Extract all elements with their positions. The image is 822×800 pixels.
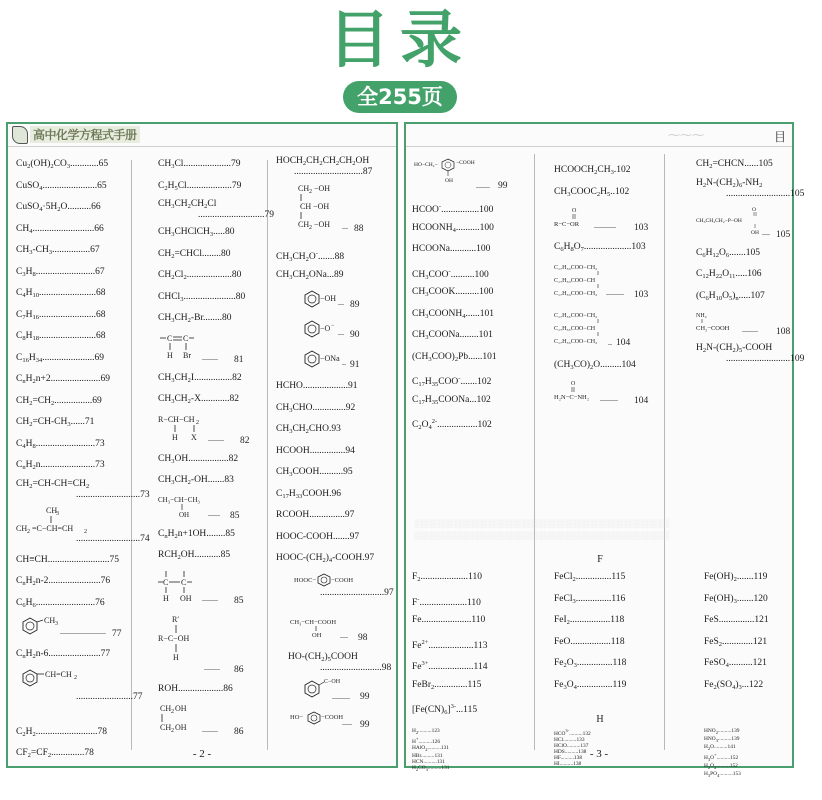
- svg-text:O: O: [571, 381, 576, 387]
- toc-entry: $CH_2=CHCN......105$: [696, 159, 773, 170]
- toc-entry: CHCl$_3$......................80: [158, 291, 246, 303]
- toc-entry: $H_2O_2..........152$: [704, 763, 738, 771]
- toc-entry: $(CH_3COO)_2Pb......101$: [412, 351, 497, 363]
- svg-text:2: 2: [84, 528, 87, 535]
- header-logo: 高中化学方程式手册: [30, 126, 140, 143]
- section-f-column-c: [704, 567, 792, 696]
- isopropanol-structure-icon: [158, 494, 264, 520]
- svg-text:85: 85: [234, 595, 244, 606]
- toc-entry: HCHO...................91: [276, 381, 358, 391]
- svg-text:CH=CH: CH=CH: [45, 669, 72, 679]
- svg-text:........: ........: [202, 593, 218, 603]
- toc-entry: HDS..........138: [554, 748, 587, 755]
- toc-entry: $CH_2=CH_2................69$: [16, 395, 102, 407]
- section-f-column-b: [554, 567, 662, 696]
- svg-text:C: C: [181, 577, 187, 587]
- toc-entry: $HOCH_2CH_2CH_2CH_2OH$ .............................87: [276, 156, 373, 177]
- toc-entry: $CH_3CH_2-Br........80$: [158, 313, 232, 324]
- haloalkane-structure-icon: [158, 413, 264, 445]
- svg-text:CH: CH: [46, 505, 58, 515]
- svg-text:86: 86: [234, 664, 244, 675]
- toc-entry: FeI$_2$.................118: [554, 615, 625, 626]
- toc-entry: $Cu_2(OH)_2CO_3............65$: [16, 159, 109, 170]
- toc-entry: HOOC-COOH.......97: [276, 531, 360, 542]
- toc-entry: $C_6H_6.........................76$: [16, 597, 105, 609]
- salicylic-acid-structure-icon: [276, 677, 394, 703]
- toc-entry: [554, 203, 662, 237]
- svg-text:OH: OH: [175, 704, 187, 713]
- toc-column-1: [16, 154, 150, 765]
- toc-entry: $CH_2=CH-CH=CH_2$ ...........................73: [16, 478, 150, 500]
- toc-entry: [16, 614, 128, 644]
- svg-text:........: ........: [742, 325, 758, 334]
- toc-entry: HI..........138: [554, 760, 582, 767]
- svg-text:OH: OH: [175, 723, 187, 732]
- svg-text:H: H: [163, 593, 169, 603]
- toc-entry: $CH_3Cl....................79$: [158, 159, 241, 170]
- svg-text:3: 3: [56, 510, 59, 517]
- svg-text:R′: R′: [172, 614, 180, 624]
- page-title: 目录: [327, 3, 472, 76]
- toc-entry: $CH_3-CH_3................67$: [16, 245, 100, 256]
- svg-text:C₁₇H₃₅COO−CH₂: C₁₇H₃₅COO−CH₂: [554, 338, 598, 345]
- toc-entry: $CH_3COOC_2H_5..102$: [554, 186, 630, 198]
- toc-entry: $Fe^{3+}...................114$: [412, 660, 488, 672]
- svg-text:C: C: [167, 333, 173, 343]
- toc-entry: FeO.................118: [554, 636, 625, 647]
- toc-entry: $C_8H_{18}........................68$: [16, 331, 106, 342]
- vinyl-bromide-structure-icon: [158, 332, 264, 364]
- toc-entry: $HNO_3..........139$: [704, 736, 740, 744]
- toc-entry: [276, 675, 394, 707]
- toc-entry: FeS...............121: [704, 615, 769, 625]
- svg-text:99: 99: [498, 181, 508, 191]
- svg-text:2: 2: [74, 674, 77, 681]
- bleed-through-text: ░░░░░░░░░░░░░░░░░░░░░░░░░░░░░░░░░░░░░░░░░░░░░ ░░░░░░░░░░░░░░░░░░░░░░░░░░░░░░░░░░░░░░░░░░░░░: [414, 519, 670, 540]
- toc-entry: $H_2..........123$: [412, 728, 440, 736]
- column-divider: [131, 160, 132, 750]
- toc-entry: $C_6H_{12}O_6.......105$: [696, 247, 760, 259]
- toc-entry: $C_3H_8.........................67$: [16, 266, 105, 278]
- svg-text:...........: ...........: [594, 221, 616, 230]
- toc-column-b: [554, 154, 662, 410]
- svg-text:3: 3: [55, 621, 58, 627]
- isoprene-structure-icon: [16, 504, 128, 534]
- svg-text:105: 105: [776, 229, 791, 240]
- svg-text:NH₂: NH₂: [696, 313, 707, 319]
- toc-entry: FeSO$_4$..........121: [704, 658, 767, 669]
- toc-entry: $CH_3CHO..............92$: [276, 402, 356, 414]
- svg-text:OH: OH: [312, 631, 322, 639]
- section-letter-f: F: [597, 554, 603, 565]
- toc-entry: $C_2O_4^{2-}.................102$: [412, 418, 492, 431]
- toc-entry: $CH_2=CHCl........80$: [158, 248, 231, 260]
- toc-entry: $HO-(CH_2)_5COOH$ ..........................98: [288, 651, 392, 673]
- svg-text:2: 2: [171, 728, 174, 734]
- svg-text:CH: CH: [298, 220, 310, 229]
- svg-text:.........: .........: [600, 394, 618, 403]
- toc-page-right: [404, 122, 805, 779]
- toc-entry: [276, 179, 394, 243]
- toc-entry: HF..........138: [554, 754, 583, 761]
- toc-entry: $[Fe(CN)_6]^{3-}...115$: [412, 703, 478, 716]
- svg-text:77: 77: [112, 629, 122, 639]
- toc-entry: $Fe(OH)_3.......120$: [704, 593, 768, 605]
- toc-column-3: [276, 154, 394, 735]
- svg-text:86: 86: [234, 727, 244, 737]
- toc-entry: $CH_3CH_2-OH.......83$: [158, 475, 234, 486]
- faded-header-mark: ⁓⁓⁓: [668, 128, 704, 142]
- svg-text:H: H: [167, 350, 173, 360]
- toc-entry: $CH_3CH_2-X............82$: [158, 394, 239, 405]
- svg-text:C₁₇H₃₅COO−CH: C₁₇H₃₅COO−CH: [554, 325, 596, 332]
- svg-text:81: 81: [234, 354, 244, 365]
- toc-entry: $C_6H_8O_7....................103$: [554, 242, 646, 253]
- toc-entry: [158, 567, 264, 611]
- svg-text:......: ......: [208, 508, 220, 518]
- svg-text:−COOH: −COOH: [331, 576, 354, 584]
- svg-text:C₁₇H₃₃COO−CH₂: C₁₇H₃₃COO−CH₂: [554, 290, 598, 297]
- svg-text:...: ...: [338, 298, 344, 307]
- section-h-colA: [412, 728, 530, 773]
- svg-text:OH: OH: [751, 229, 759, 236]
- toc-entry: $H_2N-(CH_2)_6-NH_2$ ...........................105: [696, 177, 805, 199]
- svg-text:2: 2: [27, 528, 30, 535]
- toc-entry: $F_2....................110$: [412, 572, 482, 583]
- svg-text:..: ..: [608, 337, 612, 347]
- toc-entry: $Fe_2(SO_4)_3...122$: [704, 679, 764, 691]
- svg-text:CH −OH: CH −OH: [300, 202, 330, 211]
- toc-entry: $C_2H_2..........................78$: [16, 726, 107, 738]
- toc-entry: $HCOONH_4..........100$: [412, 222, 494, 234]
- svg-text:........: ........: [202, 725, 218, 734]
- svg-text:...: ...: [342, 222, 348, 231]
- toc-entry: $HNO_2..........139$: [704, 728, 740, 736]
- svg-text:...: ...: [338, 328, 344, 337]
- toc-entry: $CH_3COONH_4......101$: [412, 308, 494, 320]
- svg-text:CH: CH: [44, 616, 56, 625]
- svg-text:R−CH−CH: R−CH−CH: [158, 414, 195, 424]
- glycine-structure-icon: [696, 309, 792, 337]
- svg-text:.......................: .......................: [60, 627, 106, 636]
- toc-entry: $C_{17}H_{35}COONa...102$: [412, 394, 491, 406]
- toc-entry: [158, 700, 264, 744]
- toc-entry: $CH_3CH_2CHO.93$: [276, 424, 341, 435]
- glycerol-structure-icon: [276, 181, 394, 239]
- secondary-alcohol-structure-icon: [158, 613, 264, 675]
- toc-entry: $CH_3CH_2O^-.......88$: [276, 250, 345, 263]
- toc-entry: $Fe^{2+}...................113$: [412, 638, 488, 651]
- toc-entry: HOOC− −COOH ...........................97: [276, 570, 394, 614]
- toc-entry: $CuSO_4\cdot 5H_2O..........66$: [16, 202, 101, 213]
- toc-entry: [412, 154, 530, 196]
- toc-entry: $C_7H_{16}........................68$: [16, 309, 106, 321]
- svg-text:R−C−OH: R−C−OH: [158, 633, 190, 643]
- urea-structure-icon: [554, 378, 662, 406]
- toc-entry: H+..........126: [412, 736, 441, 745]
- toc-entry: $C_nH_2n-6......................77$: [16, 649, 111, 660]
- toc-entry: HCN..........131: [412, 758, 445, 765]
- svg-text:H: H: [172, 432, 178, 442]
- styrene-structure-icon: [16, 668, 128, 692]
- diol-structure-icon: [158, 569, 264, 607]
- svg-text:..: ..: [342, 358, 346, 367]
- toc-entry: [554, 307, 662, 355]
- svg-text:104: 104: [616, 337, 631, 348]
- svg-text:91: 91: [350, 360, 360, 370]
- toc-entry: [554, 259, 662, 307]
- svg-text:−OH: −OH: [314, 220, 331, 229]
- svg-text:2: 2: [171, 709, 174, 715]
- toc-entry: [554, 376, 662, 410]
- toc-entry: Fe.....................110: [412, 615, 486, 625]
- phenol-structure-icon: [276, 288, 394, 312]
- svg-text:2: 2: [309, 189, 312, 195]
- svg-text:−OH: −OH: [320, 294, 337, 303]
- svg-text:O: O: [572, 208, 577, 214]
- svg-text:C₁₇H₃₃COO−CH: C₁₇H₃₃COO−CH: [554, 277, 596, 284]
- toc-entry: HCOONa...........100: [412, 244, 491, 254]
- phenoxide-structure-icon: [276, 318, 394, 342]
- toc-entry: $C_nH_2n+2.....................69$: [16, 374, 110, 385]
- svg-text:CH: CH: [16, 523, 28, 533]
- toc-entry: $CH_2Cl_2...................80$: [158, 270, 242, 281]
- toc-entry: $(C_6H_{10}O_5)_n.....107$: [696, 290, 765, 302]
- toc-entry: $CH_3CH_2I................82$: [158, 372, 242, 384]
- toc-entry: $CH_3CHClCH_3.....80$: [158, 227, 235, 238]
- svg-text:.........: .........: [332, 691, 350, 701]
- toc-entry: $CH_4..........................66$: [16, 223, 104, 235]
- toc-entry: F-....................110: [412, 595, 481, 608]
- section-h-colC: [704, 728, 822, 779]
- ethylene-glycol-structure-icon: [158, 702, 264, 740]
- toc-column-a: [412, 154, 530, 433]
- svg-text:C₁₇H₃₅COO−CH₂: C₁₇H₃₅COO−CH₂: [554, 312, 598, 319]
- svg-text:CH: CH: [160, 723, 172, 732]
- toc-entry: FeCl$_3$...............116: [554, 593, 626, 605]
- section-h-colB: [554, 728, 672, 767]
- svg-text:−OH: −OH: [314, 184, 331, 193]
- svg-text:........: ........: [208, 433, 224, 443]
- toc-entry: $C_nH_2n+1OH........85$: [158, 528, 235, 540]
- triglyceride-structure-icon: [554, 261, 662, 303]
- toc-entry: FeS$_2$.............121: [704, 636, 768, 648]
- phosphonic-acid-structure-icon: [696, 203, 792, 239]
- svg-text:89: 89: [350, 300, 360, 310]
- toc-entry: $Fe_2O_3...............118$: [554, 658, 627, 669]
- svg-text:C₁₇H₃₃COO−CH₂: C₁₇H₃₃COO−CH₂: [554, 264, 598, 271]
- toc-entry: [276, 346, 394, 376]
- toc-entry: $Fe(OH)_2.......119$: [704, 572, 768, 583]
- svg-text:104: 104: [634, 396, 649, 406]
- svg-text:CH: CH: [160, 704, 172, 713]
- tristearin-structure-icon: [554, 309, 662, 351]
- toc-entry: $H_3O^+..........152$: [704, 752, 739, 763]
- header-text: 目: [773, 130, 786, 144]
- svg-text:90: 90: [350, 330, 360, 340]
- svg-text:CH₃CH₂CH₂−P−OH: CH₃CH₂CH₂−P−OH: [696, 217, 742, 224]
- svg-text:−: −: [331, 323, 335, 329]
- svg-text:−COOH: −COOH: [456, 160, 475, 166]
- svg-text:−COOH: −COOH: [321, 713, 344, 721]
- svg-text:HO−: HO−: [290, 713, 304, 721]
- toc-entry: HCl..........133: [554, 736, 585, 743]
- toc-entry: [158, 611, 264, 679]
- toc-entry: HCOOH...............94: [276, 445, 355, 456]
- toc-entry: [276, 286, 394, 316]
- toc-entry: RCOOH...............97: [276, 510, 355, 520]
- svg-text:82: 82: [240, 435, 250, 446]
- toc-entry: [696, 307, 792, 341]
- toc-entry: $C_4H_{10}........................68$: [16, 288, 106, 299]
- toc-entry: $CH_3COOH..........95$: [276, 467, 353, 478]
- terephthalic-acid-structure-icon: [276, 572, 394, 588]
- ester-structure-icon: [554, 205, 662, 233]
- toluene-structure-icon: [16, 616, 128, 640]
- svg-text:Br: Br: [183, 350, 191, 360]
- toc-entry: CH=CH 2 ........................77: [16, 666, 128, 722]
- toc-entry: $Fe_3O_4...............119$: [554, 679, 627, 691]
- toc-entry: FeCl$_2$...............115: [554, 572, 626, 583]
- svg-text:103: 103: [634, 223, 649, 233]
- lactic-acid-structure-icon: [276, 616, 394, 646]
- svg-text:.......: .......: [476, 181, 490, 190]
- toc-entry: $H_2N-(CH_2)_5$-COOH ...........................109: [696, 343, 805, 364]
- section-letter-h: H: [596, 714, 604, 725]
- svg-text:CH₃−CH−COOH: CH₃−CH−COOH: [290, 618, 337, 626]
- hydroxy-aromatic-acid-structure-icon: [412, 156, 530, 192]
- svg-text:X: X: [191, 432, 197, 442]
- toc-entry: $(CH_3CO)_2O.........104$: [554, 359, 636, 371]
- column-divider: [267, 160, 268, 750]
- svg-text:C−OH: C−OH: [324, 678, 341, 685]
- toc-entry: [276, 316, 394, 346]
- toc-entry: HBr..........131: [412, 752, 443, 759]
- toc-entry: HOOC-$(CH_2)_4-COOH.97$: [276, 553, 375, 564]
- svg-text:−ONa: −ONa: [320, 354, 340, 363]
- toc-entry: $C_{17}H_{35}COO^-.......102$: [412, 375, 492, 388]
- svg-text:99: 99: [360, 719, 370, 730]
- svg-text:OH: OH: [179, 510, 190, 519]
- svg-text:H: H: [173, 652, 179, 662]
- toc-entry: HClO..........137: [554, 742, 589, 749]
- toc-entry: [276, 707, 394, 735]
- toc-column-2: [158, 154, 274, 744]
- svg-text:103: 103: [634, 289, 649, 300]
- page-count-badge: 全255页: [343, 81, 457, 113]
- svg-text:CH₃−CH−CH₃: CH₃−CH−CH₃: [158, 495, 200, 504]
- svg-text:....: ....: [340, 630, 348, 640]
- toc-entry: $H_2CO_3..........131$: [412, 764, 450, 773]
- toc-entry: $H_2O..........141$: [704, 744, 736, 752]
- toc-entry: $CH_2=CH-CH_3......71$: [16, 417, 95, 428]
- svg-text:HOOC−: HOOC−: [294, 576, 317, 584]
- toc-entry: CH 3 CH 2 =C−CH=CH 2 ...........................74: [16, 505, 150, 544]
- toc-entry: $C_4H_8.........................73$: [16, 438, 105, 450]
- svg-text:HO−CH₂−: HO−CH₂−: [414, 162, 438, 168]
- page-number: - 2 -: [192, 748, 212, 760]
- toc-entry: $CH_3OH.................82$: [158, 453, 239, 465]
- toc-entry: $CH_3CH_2CH_2Cl$ ............................79: [158, 199, 274, 220]
- svg-text:O: O: [752, 206, 756, 213]
- toc-entry: $C_{16}H_{34}......................69$: [16, 352, 104, 364]
- svg-text:OH: OH: [180, 593, 192, 603]
- svg-text:2: 2: [196, 419, 199, 426]
- toc-entry: [158, 492, 264, 524]
- svg-text:CH₂−COOH: CH₂−COOH: [696, 325, 730, 332]
- svg-text:....: ....: [762, 227, 770, 237]
- svg-text:99: 99: [360, 691, 370, 702]
- svg-text:........: ........: [204, 662, 220, 672]
- svg-text:88: 88: [354, 224, 364, 234]
- toc-entry: [276, 614, 394, 650]
- svg-text:C: C: [163, 577, 169, 587]
- toc-entry: [158, 411, 264, 449]
- toc-entry: $C_nH_2n.......................73$: [16, 460, 105, 471]
- toc-entry: $C_{17}H_{33}COOH.96$: [276, 488, 342, 500]
- svg-text:........: ........: [202, 352, 218, 362]
- svg-text:H₂N−C−NH₂: H₂N−C−NH₂: [554, 394, 589, 401]
- toc-entry: HAlO$_2$..........131: [412, 744, 449, 752]
- toc-entry: $RCH_2OH...........85$: [158, 550, 231, 561]
- svg-text:R−C−OR: R−C−OR: [554, 221, 580, 228]
- svg-text:.....: .....: [342, 717, 352, 727]
- section-f-column-a: [412, 567, 530, 718]
- svg-text:CH: CH: [298, 184, 310, 193]
- toc-entry: HCOO-................100: [412, 203, 494, 215]
- toc-entry: [158, 330, 264, 368]
- page-number: - 3 -: [589, 748, 609, 760]
- toc-page-left: [6, 122, 398, 768]
- toc-entry: CH≡CH..........................75: [16, 554, 120, 565]
- toc-entry: $C_{12}H_{22}O_{11}.....106$: [696, 269, 762, 280]
- column-divider: [534, 154, 535, 750]
- toc-entry: $HCO^{3-}..........132$: [554, 728, 591, 737]
- svg-text:OH: OH: [445, 178, 453, 184]
- toc-entry: FeBr$_2$..............115: [412, 679, 482, 691]
- toc-entry: ROH...................86: [158, 683, 233, 694]
- book-logo-icon: [12, 126, 28, 144]
- toc-entry: $C_2H_5Cl...................79$: [158, 180, 242, 192]
- toc-entry: $HCOOCH_2CH_3.102$: [554, 165, 631, 176]
- toc-entry: $CF_2=CF_2..............78$: [16, 748, 94, 759]
- svg-text:85: 85: [230, 510, 240, 521]
- svg-text:.........: .........: [606, 287, 624, 297]
- toc-entry: $H_3PO_4..........153$: [704, 771, 741, 779]
- toc-entry: $CH_3CH_2ONa...89$: [276, 269, 344, 281]
- page-header: [406, 124, 792, 147]
- toc-column-c: [696, 154, 805, 366]
- toc-entry: $CH_3COONa........101$: [412, 330, 493, 341]
- page-header: [8, 124, 396, 147]
- column-divider: [664, 154, 665, 750]
- svg-text:−O: −O: [320, 324, 331, 333]
- toc-entry: $CH_3COOK..........100$: [412, 287, 494, 298]
- svg-text:2: 2: [309, 225, 312, 231]
- toc-entry: $CH_3COO^-..........100$: [412, 267, 489, 281]
- svg-text:98: 98: [358, 632, 368, 643]
- hydroxybenzoic-acid-structure-icon: [276, 709, 394, 731]
- toc-entry: [696, 201, 792, 243]
- toc-entry: CuSO$_4$.......................65: [16, 180, 107, 192]
- svg-text:108: 108: [776, 327, 791, 337]
- toc-entry: $C_nH_2n-2......................76$: [16, 576, 111, 587]
- sodium-phenoxide-structure-icon: [276, 348, 394, 372]
- svg-text:=C−CH=CH: =C−CH=CH: [32, 523, 74, 533]
- svg-text:C: C: [183, 333, 189, 343]
